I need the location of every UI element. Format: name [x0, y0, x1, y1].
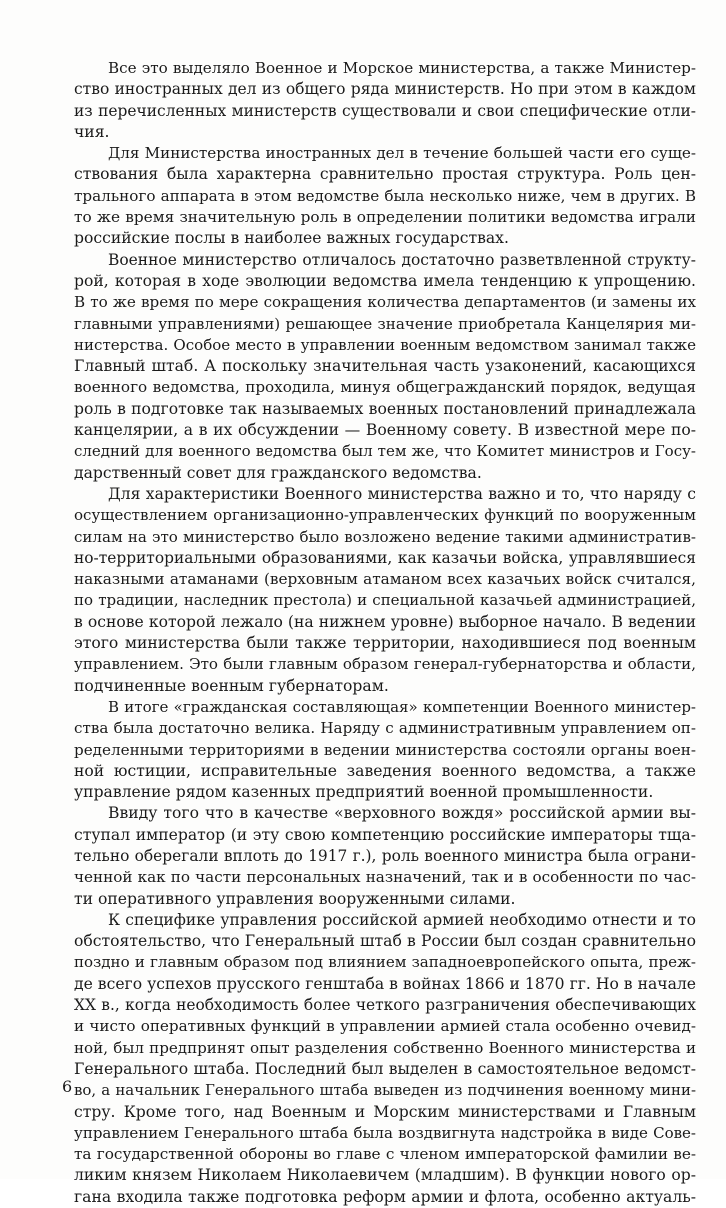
text-line: то же время значительную роль в определении политики ведомства играли [74, 208, 696, 227]
text-line: поздно и главным образом под влиянием западноевропейского опыта, преж- [74, 953, 696, 972]
text-line: де всего успехов прусского генштаба в войнах 1866 и 1870 гг. Но в начале [74, 974, 696, 993]
text-line: ликим князем Николаем Николаевичем (младшим). В функции нового ор- [74, 1166, 696, 1185]
text-line: В итоге «гражданская составляющая» компетенции Военного министер- [108, 697, 696, 716]
paragraph [74, 697, 696, 803]
text-line: подчиненные военным губернаторам. [74, 676, 389, 695]
text-line: рой, которая в ходе эволюции ведомства имела тенденцию к упрощению. [74, 271, 696, 290]
text-line: из перечисленных министерств существовали и свои специфические отли- [74, 101, 696, 120]
text-line: силам на это министерство было возложено ведение такими административ- [74, 527, 696, 546]
text-line: гана входила также подготовка реформ армии и флота, особенно актуаль- [74, 1187, 696, 1206]
text-line: чия. [74, 122, 110, 141]
text-line: тельно оберегали вплоть до 1917 г.), роль военного министра была ограни- [74, 846, 696, 865]
text-line: управление рядом казенных предприятий военной промышленности. [74, 783, 654, 802]
text-line: осуществлением организационно-управленческих функций по вооруженным [74, 506, 696, 525]
text-line: трального аппарата в этом ведомстве была несколько ниже, чем в других. В [74, 186, 696, 205]
text-line: ределенными территориями в ведении министерства состояли органы воен- [74, 740, 696, 759]
text-line: ство иностранных дел из общего ряда министерств. Но при этом в каждом [74, 80, 696, 99]
text-line: российские послы в наиболее важных государствах. [74, 229, 509, 248]
text-line: Все это выделяло Военное и Морское министерства, а также Министер- [108, 59, 696, 77]
text-line: и чисто оперативных функций в управлении армией стала особенно очевид- [74, 1017, 696, 1036]
text-line: канцелярии, а в их обсуждении — Военному совету. В известной мере по- [74, 421, 696, 440]
text-line: Военное министерство отличалось достаточно разветвленной структу- [108, 250, 696, 269]
paragraph [74, 250, 696, 484]
text-line: ти оперативного управления вооруженными силами. [74, 889, 516, 908]
text-line: обстоятельство, что Генеральный штаб в России был создан сравнительно [74, 932, 696, 951]
paragraph [74, 484, 696, 697]
text-line: ступал император (и эту свою компетенцию российские императоры тща- [74, 825, 696, 844]
text-line: ченной как по части персональных назначений, так и в особенности по час- [74, 868, 696, 887]
text-line: во, а начальник Генерального штаба выведен из подчинения военному мини- [74, 1081, 696, 1100]
text-line: по традиции, наследник престола) и специальной казачьей администрацией, [74, 591, 696, 610]
text-line: управлением Генерального штаба была воздвигнута надстройка в виде Сове- [74, 1123, 696, 1142]
text-line: Для Министерства иностранных дел в течение большей части его суще- [108, 144, 696, 163]
body-text [74, 58, 696, 1208]
paragraph [74, 58, 696, 143]
text-line: стру. Кроме того, над Военным и Морским министерствами и Главным [74, 1102, 696, 1121]
text-line: В то же время по мере сокращения количества департаментов (и замены их [74, 293, 696, 312]
text-line: роль в подготовке так называемых военных постановлений принадлежала [74, 399, 696, 418]
paragraph [74, 803, 696, 909]
text-line: военного ведомства, проходила, минуя общегражданский порядок, ведущая [74, 378, 696, 397]
text-line: следний для военного ведомства был тем же, что Комитет министров и Госу- [74, 442, 696, 461]
text-line: К специфике управления российской армией необходимо отнести и то [108, 910, 696, 929]
text-line: дарственный совет для гражданского ведомства. [74, 463, 482, 482]
text-line: ной, был предпринят опыт разделения собственно Военного министерства и [74, 1038, 696, 1057]
text-line: наказными атаманами (верховным атаманом всех казачьих войск считался, [74, 570, 696, 589]
text-line: управлением. Это были главным образом генерал-губернаторства и области, [74, 655, 696, 674]
text-line: XX в., когда необходимость более четкого разграничения обеспечивающих [74, 996, 696, 1015]
text-line: нистерства. Особое место в управлении военным ведомством занимал также [74, 335, 696, 354]
page-number: 6 [62, 1077, 73, 1096]
text-line: главными управлениями) решающее значение приобретала Канцелярия ми- [74, 314, 696, 333]
text-line: та государственной обороны во главе с членом императорской фамилии ве- [74, 1145, 696, 1164]
text-line: Для характеристики Военного министерства важно и то, что наряду с [108, 484, 696, 503]
text-line: ства была достаточно велика. Наряду с административным управлением оп- [74, 719, 696, 738]
text-line: Ввиду того что в качестве «верховного вождя» российской армии вы- [108, 804, 696, 823]
paragraph [74, 910, 696, 1208]
text-line: ствования была характерна сравнительно простая структура. Роль цен- [74, 165, 696, 184]
text-line: но-территориальными образованиями, как казачьи войска, управлявшиеся [74, 548, 696, 567]
text-line: Главный штаб. А поскольку значительная часть узаконений, касающихся [74, 357, 696, 376]
text-line: этого министерства были также территории, находившиеся под военным [74, 634, 696, 653]
text-line: в основе которой лежало (на нижнем уровне) выборное начало. В ведении [74, 612, 696, 631]
text-line: ной юстиции, исправительные заведения военного ведомства, а также [74, 761, 696, 780]
paragraph [74, 143, 696, 249]
text-line: Генерального штаба. Последний был выделен в самостоятельное ведомст- [74, 1059, 696, 1078]
